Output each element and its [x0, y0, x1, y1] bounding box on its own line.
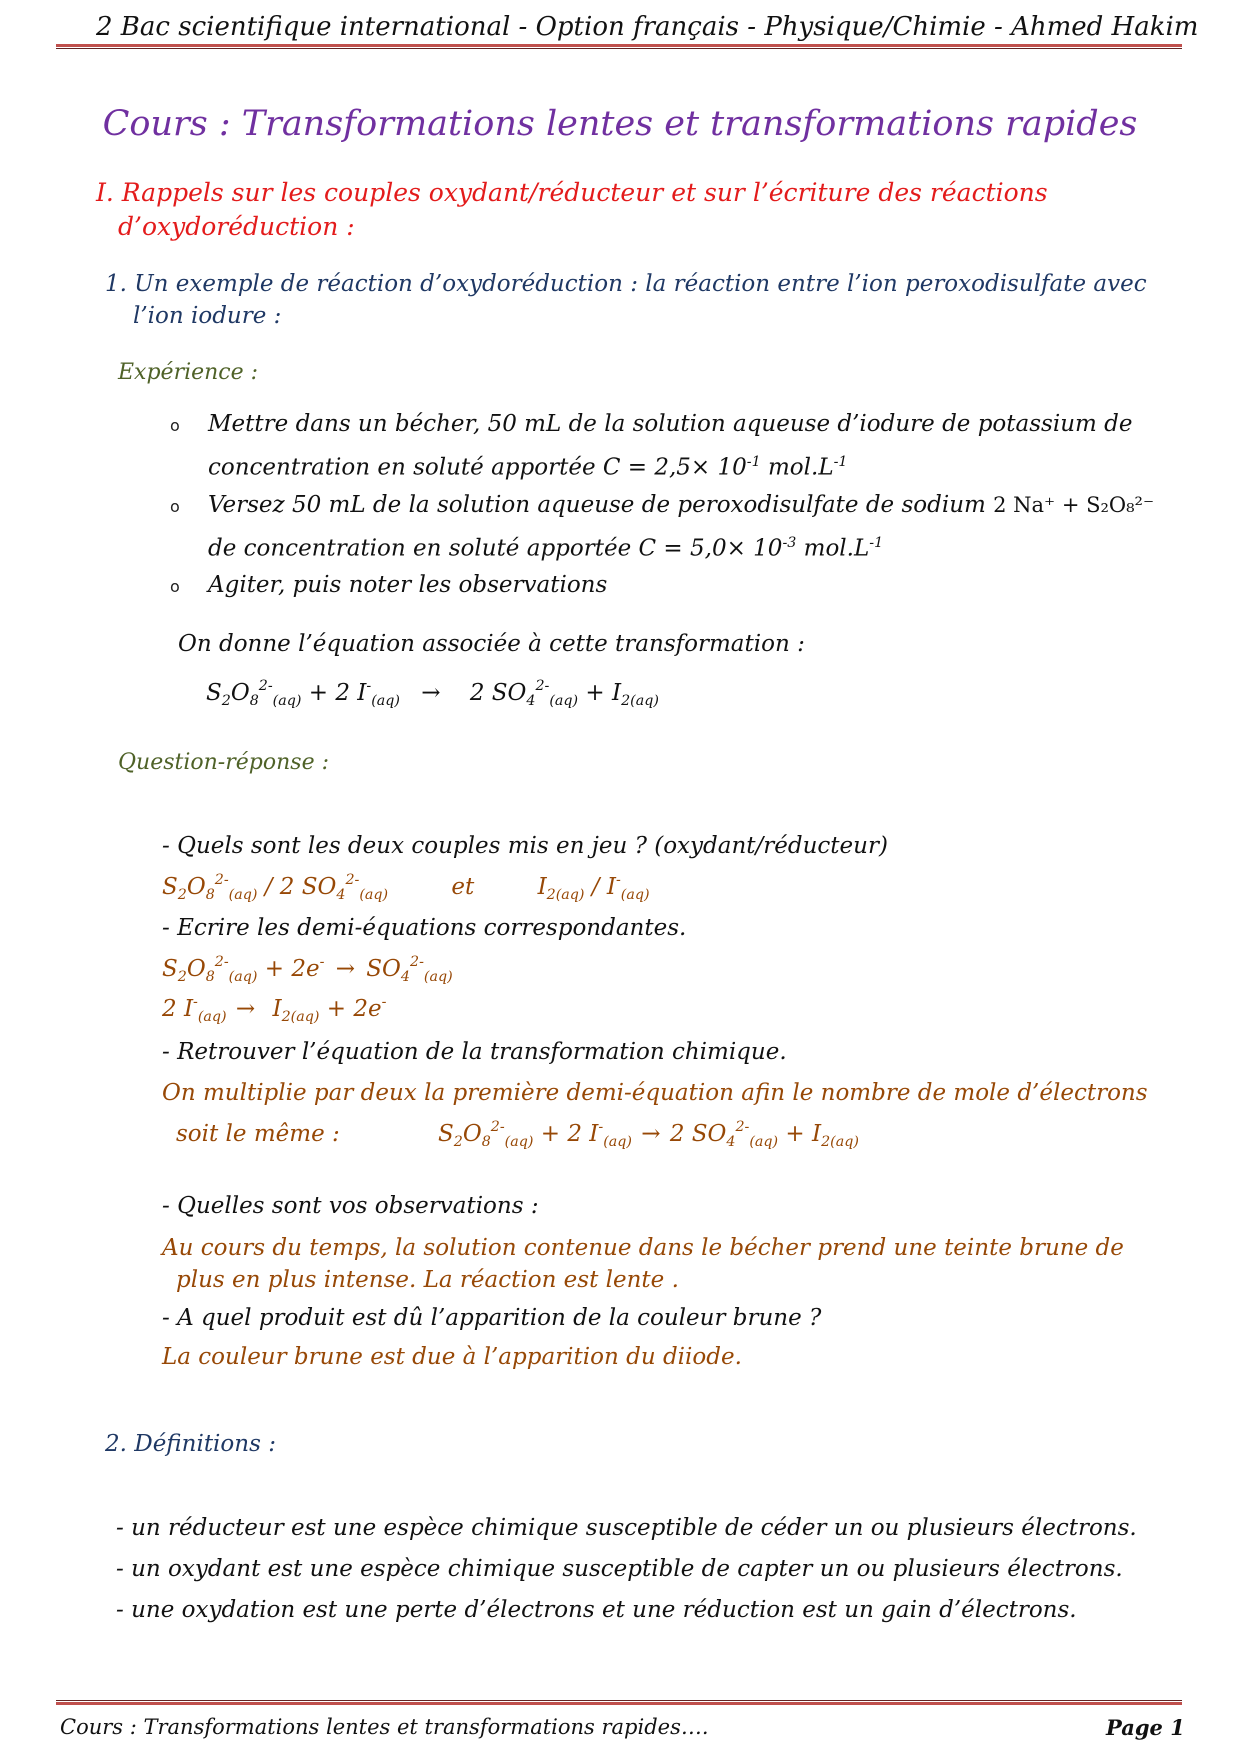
eq-charge: - [319, 954, 325, 970]
eq-charge: - [366, 678, 372, 694]
bullet-icon: o [170, 416, 180, 435]
bullet1-unit-exponent: -1 [833, 454, 848, 470]
eq-electrons: + 2e [319, 995, 382, 1022]
footer-rule-thin [56, 1700, 1182, 1701]
eq-charge: - [381, 994, 387, 1010]
definition-item: - une oxydation est une perte d’électrons et une réduction est un gain d’électrons. [116, 1597, 1077, 1623]
bullet2-line1: Versez 50 mL de la solution aqueuse de peroxodisulfate de sodium [208, 491, 986, 518]
eq-o: O [186, 873, 206, 900]
eq-sub: 8 [249, 692, 259, 709]
eq-charge: 2- [535, 678, 550, 694]
eq-charge: 2- [490, 1119, 505, 1135]
arrow-icon: → [641, 1120, 661, 1147]
eq-sub: 2 [453, 1133, 463, 1150]
half-equation-1: $S_2O_8^{2-}_{(aq)} + 2e^- \to SO_4^{2-}_{(aq)}$ [162, 954, 453, 985]
eq-o: O [230, 679, 250, 706]
eq-state: (aq) [749, 1133, 779, 1150]
eq-state: 2(aq) [281, 1008, 320, 1025]
question-1: - Quels sont les deux couples mis en jeu ? (oxydant/réducteur) [162, 833, 888, 859]
eq-state: (aq) [423, 968, 453, 985]
question-4: - Quelles sont vos observations : [162, 1193, 539, 1219]
eq-sub: 8 [481, 1133, 491, 1150]
eq-s: S [438, 1120, 454, 1147]
eq-charge: 2- [258, 678, 273, 694]
eq-state: (aq) [228, 886, 258, 903]
qr-label: Question-réponse : [118, 750, 329, 775]
header-rule-thin [56, 48, 1182, 49]
eq-sub: 2 [221, 692, 231, 709]
eq-charge: - [193, 994, 198, 1010]
eq-state: (aq) [371, 692, 400, 709]
eq-state: (aq) [549, 692, 579, 709]
list-item [170, 567, 1154, 605]
eq-charge: - [615, 872, 621, 888]
eq-o: O [462, 1120, 482, 1147]
answer-3-line1: On multiplie par deux la première demi-équation afin le nombre de mole d’électrons [162, 1080, 1148, 1106]
eq-state: (aq) [197, 1008, 227, 1025]
eq-sub: 4 [336, 886, 346, 903]
eq-state: (aq) [620, 886, 650, 903]
bullet1-exponent: -1 [746, 454, 761, 470]
bullet1-line2: concentration en soluté apportée C = 2,5× 10 [208, 454, 747, 481]
experience-list [170, 406, 1154, 605]
eq-i: I [272, 995, 282, 1022]
eq-s: S [162, 873, 178, 900]
question-5: - A quel produit est dû l’apparition de la couleur brune ? [162, 1305, 822, 1331]
subsection-heading-1-line2: l’ion iodure : [133, 303, 282, 329]
subsection-heading-1 [105, 268, 1147, 332]
arrow-icon: → [335, 955, 355, 982]
answer-4-line1: Au cours du temps, la solution contenue dans le bécher prend une teinte brune de [162, 1235, 1124, 1261]
eq-sub: 4 [726, 1133, 736, 1150]
eq-two-i: 2 I [162, 995, 194, 1022]
eq-iodine: + I [778, 1120, 822, 1147]
answer-1-and: et [451, 873, 475, 900]
page-number: Page 1 [1106, 1715, 1185, 1740]
eq-state: 2(aq) [621, 692, 659, 709]
bullet1-unit: mol.L [760, 454, 834, 481]
definition-item: - un oxydant est une espèce chimique susceptible de capter un ou plusieurs électrons. [116, 1556, 1123, 1582]
answer-4-line2: plus en plus intense. La réaction est lente . [176, 1267, 679, 1293]
eq-sub: 4 [400, 968, 410, 985]
eq-charge: 2- [214, 954, 229, 970]
eq-iodide: + 2 I [533, 1120, 599, 1147]
eq-o: O [186, 955, 206, 982]
eq-sulfate: 2 SO [279, 873, 337, 900]
eq-i: I [537, 873, 547, 900]
answer-4 [162, 1232, 1124, 1296]
eq-charge: 2- [345, 872, 360, 888]
eq-state: (aq) [272, 692, 302, 709]
bullet1-line1: Mettre dans un bécher, 50 mL de la solution aqueuse d’iodure de potassium de [208, 411, 1133, 437]
bullet3-text: Agiter, puis noter les observations [208, 572, 608, 599]
eq-state: (aq) [504, 1133, 534, 1150]
question-2: - Ecrire les demi-équations correspondantes. [162, 915, 687, 941]
subsection-heading-2: 2. Définitions : [105, 1431, 276, 1457]
eq-s: S [162, 955, 178, 982]
eq-iodine: + I [578, 679, 622, 706]
section-heading-line1: I. Rappels sur les couples oxydant/réducteur et sur l’écriture des réactions [96, 178, 1048, 207]
list-item [170, 487, 1154, 525]
eq-state: 2(aq) [546, 886, 585, 903]
page-title: Cours : Transformations lentes et transformations rapides [102, 104, 1138, 144]
list-item [170, 406, 1154, 444]
definition-item: - un réducteur est une espèce chimique susceptible de céder un ou plusieurs électrons. [116, 1515, 1137, 1541]
eq-sulfate: 2 SO [469, 679, 527, 706]
bullet2-unit-exponent: -1 [869, 534, 884, 551]
eq-charge: 2- [410, 954, 424, 970]
eq-charge: - [598, 1119, 604, 1135]
header-rule [56, 44, 1182, 47]
equation-intro: On donne l’équation associée à cette transformation : [178, 631, 805, 657]
eq-state: (aq) [228, 968, 258, 985]
half-equation-2 [162, 994, 386, 1025]
eq-state: 2(aq) [821, 1133, 859, 1150]
answer-3-lead: soit le même : [176, 1120, 340, 1147]
answer-5: La couleur brune est due à l’apparition du diiode. [162, 1344, 742, 1370]
arrow-icon: → [421, 679, 441, 706]
eq-s: S [206, 679, 222, 706]
bullet2-line2: de concentration en soluté apportée C = 5,0× 10 [208, 535, 783, 562]
page-header: 2 Bac scientifique international - Option français - Physique/Chimie - Ahmed Hakim [96, 12, 1199, 42]
eq-charge: 2- [735, 1119, 750, 1135]
bullet2-exponent: -3 [782, 534, 797, 551]
bullet-icon: o [170, 496, 180, 516]
eq-sub: 8 [205, 886, 215, 903]
definitions-list [116, 1508, 1137, 1631]
eq-sub: 2 [177, 968, 187, 985]
eq-state: (aq) [603, 1133, 632, 1150]
answer-1: $S_2O_8^{2-}_{(aq)} / 2$ $SO_4^{2-}_{(aq)}$ et $I_{2(aq)} / I^-_{(aq)}$ [162, 872, 650, 903]
question-3: - Retrouver l’équation de la transformation chimique. [162, 1039, 787, 1065]
subsection-heading-1-line1: 1. Un exemple de réaction d’oxydoréduction : la réaction entre l’ion peroxodisulfate avec [105, 271, 1147, 297]
arrow-icon: → [235, 995, 256, 1022]
eq-sub: 2 [177, 886, 187, 903]
answer-3 [162, 1076, 1148, 1159]
eq-state: (aq) [359, 886, 389, 903]
footer-rule [56, 1702, 1182, 1705]
eq-sub: 4 [526, 692, 536, 709]
list-item-continuation [170, 444, 1154, 487]
footer-title: Cours : Transformations lentes et transformations rapides…. [60, 1715, 709, 1739]
experience-label: Expérience : [118, 360, 259, 385]
list-item-continuation [170, 525, 1154, 568]
eq-sub: 8 [205, 968, 215, 985]
eq-iodide: + 2 I [301, 679, 367, 706]
eq-sulfate: 2 SO [669, 1120, 727, 1147]
bullet2-formula: 2 Na⁺ + S₂O₈²⁻ [993, 492, 1155, 517]
answer-3-line2 [162, 1110, 1148, 1159]
section-heading-line2: d’oxydoréduction : [118, 212, 355, 241]
main-equation [206, 668, 659, 720]
section-heading [96, 176, 1048, 244]
eq-charge: 2- [214, 872, 229, 888]
bullet-icon: o [170, 577, 180, 597]
eq-electrons: + 2e [257, 955, 320, 982]
bullet2-unit: mol.L [796, 535, 870, 562]
